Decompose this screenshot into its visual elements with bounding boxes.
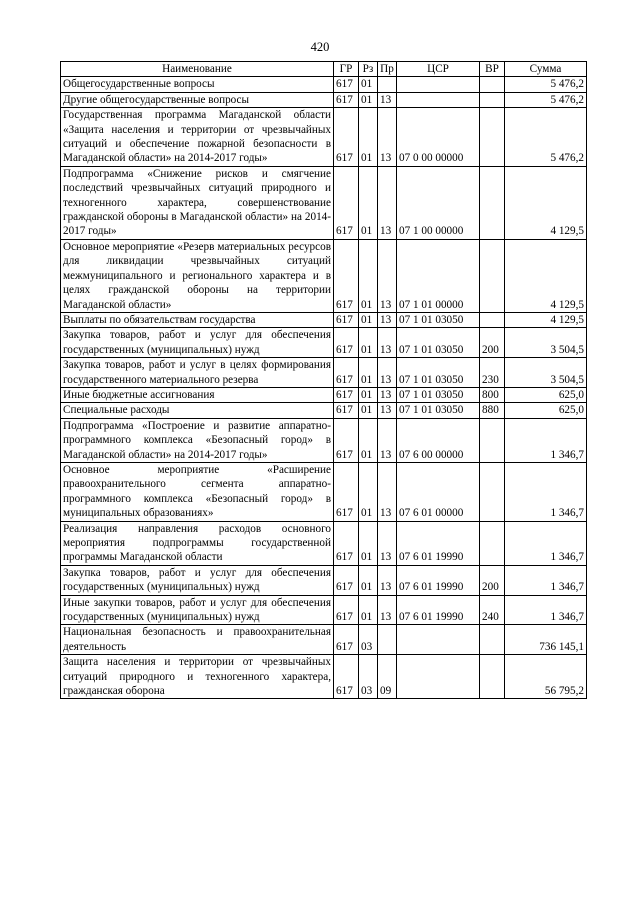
row-gr: 617 — [334, 92, 359, 107]
row-gr: 617 — [334, 239, 359, 312]
row-name: Иные бюджетные ассигнования — [61, 387, 334, 402]
row-csr: 07 1 01 03050 — [397, 403, 480, 418]
row-name: Подпрограмма «Построение и развитие аппаратно-программного комплекса «Безопасный город» в Магаданской области» на 2014-2017 годы» — [61, 418, 334, 462]
table-row — [61, 108, 587, 167]
row-rz: 01 — [359, 462, 378, 521]
row-csr: 07 1 01 03050 — [397, 328, 480, 358]
row-vr: 240 — [480, 595, 505, 625]
row-rz: 01 — [359, 595, 378, 625]
row-vr — [480, 418, 505, 462]
page-number: 420 — [310, 40, 330, 54]
row-csr: 07 1 01 03050 — [397, 312, 480, 327]
row-sum: 3 504,5 — [505, 358, 587, 388]
table-row — [61, 625, 587, 655]
table-row — [61, 462, 587, 521]
budget-table — [60, 61, 587, 699]
table-row — [61, 328, 587, 358]
row-sum: 5 476,2 — [505, 108, 587, 167]
row-csr: 07 1 01 03050 — [397, 358, 480, 388]
row-rz: 01 — [359, 77, 378, 92]
row-pr: 13 — [378, 92, 397, 107]
header-pr: Пр — [378, 62, 397, 77]
row-csr — [397, 625, 480, 655]
row-pr: 13 — [378, 403, 397, 418]
row-sum: 736 145,1 — [505, 625, 587, 655]
header-csr: ЦСР — [397, 62, 480, 77]
row-name: Подпрограмма «Снижение рисков и смягчение последствий чрезвычайных ситуаций природного и техногенного характера, совершенствование гражданской обороны в Магаданской области» на 2014-2017 годы» — [61, 166, 334, 239]
row-vr — [480, 462, 505, 521]
row-csr: 07 1 01 03050 — [397, 387, 480, 402]
row-pr: 13 — [378, 108, 397, 167]
row-pr — [378, 77, 397, 92]
header-vr: ВР — [480, 62, 505, 77]
row-csr: 07 6 00 00000 — [397, 418, 480, 462]
row-gr: 617 — [334, 625, 359, 655]
row-gr: 617 — [334, 166, 359, 239]
header-row — [61, 62, 587, 77]
row-name: Общегосударственные вопросы — [61, 77, 334, 92]
row-sum: 1 346,7 — [505, 595, 587, 625]
row-csr — [397, 655, 480, 699]
row-name: Другие общегосударственные вопросы — [61, 92, 334, 107]
table-row — [61, 403, 587, 418]
row-sum: 4 129,5 — [505, 239, 587, 312]
row-vr — [480, 239, 505, 312]
row-gr: 617 — [334, 418, 359, 462]
row-name: Выплаты по обязательствам государства — [61, 312, 334, 327]
table-row — [61, 166, 587, 239]
row-gr: 617 — [334, 521, 359, 565]
row-vr: 230 — [480, 358, 505, 388]
row-name: Закупка товаров, работ и услуг в целях формирования государственного материального резерва — [61, 358, 334, 388]
table-row — [61, 595, 587, 625]
table-row — [61, 77, 587, 92]
row-name: Основное мероприятие «Резерв материальных ресурсов для ликвидации чрезвычайных ситуаций межмуниципального и регионального характера и в целях гражданской обороны на территории Магаданской области» — [61, 239, 334, 312]
row-name: Иные закупки товаров, работ и услуг для обеспечения государственных (муниципальных) нужд — [61, 595, 334, 625]
row-pr: 13 — [378, 521, 397, 565]
table-row — [61, 655, 587, 699]
row-csr: 07 6 01 00000 — [397, 462, 480, 521]
row-name: Основное мероприятие «Расширение правоохранительного сегмента аппаратно-программного комплекса «Безопасный город» в муниципальных образованиях» — [61, 462, 334, 521]
row-gr: 617 — [334, 565, 359, 595]
row-pr: 13 — [378, 387, 397, 402]
row-csr — [397, 92, 480, 107]
row-gr: 617 — [334, 328, 359, 358]
row-name: Национальная безопасность и правоохранительная деятельность — [61, 625, 334, 655]
row-name: Государственная программа Магаданской области «Защита населения и территории от чрезвычайных ситуаций и обеспечение пожарной безопасности в Магаданской области» на 2014-2017 годы» — [61, 108, 334, 167]
table-row — [61, 418, 587, 462]
row-rz: 01 — [359, 521, 378, 565]
row-rz: 01 — [359, 108, 378, 167]
row-rz: 03 — [359, 655, 378, 699]
row-pr: 13 — [378, 166, 397, 239]
row-vr: 800 — [480, 387, 505, 402]
header-sum: Сумма — [505, 62, 587, 77]
row-rz: 01 — [359, 387, 378, 402]
row-rz: 03 — [359, 625, 378, 655]
row-gr: 617 — [334, 462, 359, 521]
row-sum: 4 129,5 — [505, 312, 587, 327]
row-vr — [480, 312, 505, 327]
row-rz: 01 — [359, 166, 378, 239]
row-gr: 617 — [334, 387, 359, 402]
row-csr — [397, 77, 480, 92]
table-row — [61, 521, 587, 565]
header-rz: Рз — [359, 62, 378, 77]
header-gr: ГР — [334, 62, 359, 77]
row-vr — [480, 655, 505, 699]
row-csr: 07 6 01 19990 — [397, 521, 480, 565]
row-name: Защита населения и территории от чрезвычайных ситуаций природного и техногенного характера, гражданская оборона — [61, 655, 334, 699]
row-sum: 3 504,5 — [505, 328, 587, 358]
table-row — [61, 312, 587, 327]
table-row — [61, 387, 587, 402]
row-vr: 200 — [480, 565, 505, 595]
row-pr — [378, 625, 397, 655]
row-sum: 625,0 — [505, 403, 587, 418]
row-pr: 13 — [378, 595, 397, 625]
row-csr: 07 6 01 19990 — [397, 565, 480, 595]
row-sum: 1 346,7 — [505, 521, 587, 565]
row-sum: 1 346,7 — [505, 462, 587, 521]
row-sum: 1 346,7 — [505, 565, 587, 595]
row-rz: 01 — [359, 92, 378, 107]
row-rz: 01 — [359, 328, 378, 358]
row-gr: 617 — [334, 655, 359, 699]
row-name: Закупка товаров, работ и услуг для обеспечения государственных (муниципальных) нужд — [61, 565, 334, 595]
row-gr: 617 — [334, 77, 359, 92]
row-name: Закупка товаров, работ и услуг для обеспечения государственных (муниципальных) нужд — [61, 328, 334, 358]
row-sum: 1 346,7 — [505, 418, 587, 462]
row-gr: 617 — [334, 595, 359, 625]
row-vr — [480, 166, 505, 239]
row-rz: 01 — [359, 565, 378, 595]
row-gr: 617 — [334, 312, 359, 327]
row-vr — [480, 521, 505, 565]
row-csr: 07 6 01 19990 — [397, 595, 480, 625]
row-gr: 617 — [334, 108, 359, 167]
row-name: Специальные расходы — [61, 403, 334, 418]
row-vr: 880 — [480, 403, 505, 418]
row-vr — [480, 625, 505, 655]
row-pr: 13 — [378, 418, 397, 462]
row-csr: 07 0 00 00000 — [397, 108, 480, 167]
row-csr: 07 1 00 00000 — [397, 166, 480, 239]
row-rz: 01 — [359, 403, 378, 418]
row-pr: 13 — [378, 239, 397, 312]
row-rz: 01 — [359, 358, 378, 388]
row-rz: 01 — [359, 312, 378, 327]
row-vr — [480, 108, 505, 167]
row-pr: 13 — [378, 565, 397, 595]
row-sum: 4 129,5 — [505, 166, 587, 239]
table-row — [61, 358, 587, 388]
table-row — [61, 92, 587, 107]
header-name: Наименование — [61, 62, 334, 77]
row-gr: 617 — [334, 403, 359, 418]
row-pr: 13 — [378, 312, 397, 327]
row-sum: 5 476,2 — [505, 77, 587, 92]
row-vr: 200 — [480, 328, 505, 358]
table-row — [61, 239, 587, 312]
row-vr — [480, 77, 505, 92]
table-row — [61, 565, 587, 595]
row-gr: 617 — [334, 358, 359, 388]
row-pr: 13 — [378, 328, 397, 358]
row-sum: 56 795,2 — [505, 655, 587, 699]
row-name: Реализация направления расходов основного мероприятия подпрограммы государственной программы Магаданской области — [61, 521, 334, 565]
row-csr: 07 1 01 00000 — [397, 239, 480, 312]
row-sum: 625,0 — [505, 387, 587, 402]
row-vr — [480, 92, 505, 107]
row-sum: 5 476,2 — [505, 92, 587, 107]
row-rz: 01 — [359, 239, 378, 312]
row-pr: 13 — [378, 358, 397, 388]
row-pr: 13 — [378, 462, 397, 521]
row-pr: 09 — [378, 655, 397, 699]
row-rz: 01 — [359, 418, 378, 462]
